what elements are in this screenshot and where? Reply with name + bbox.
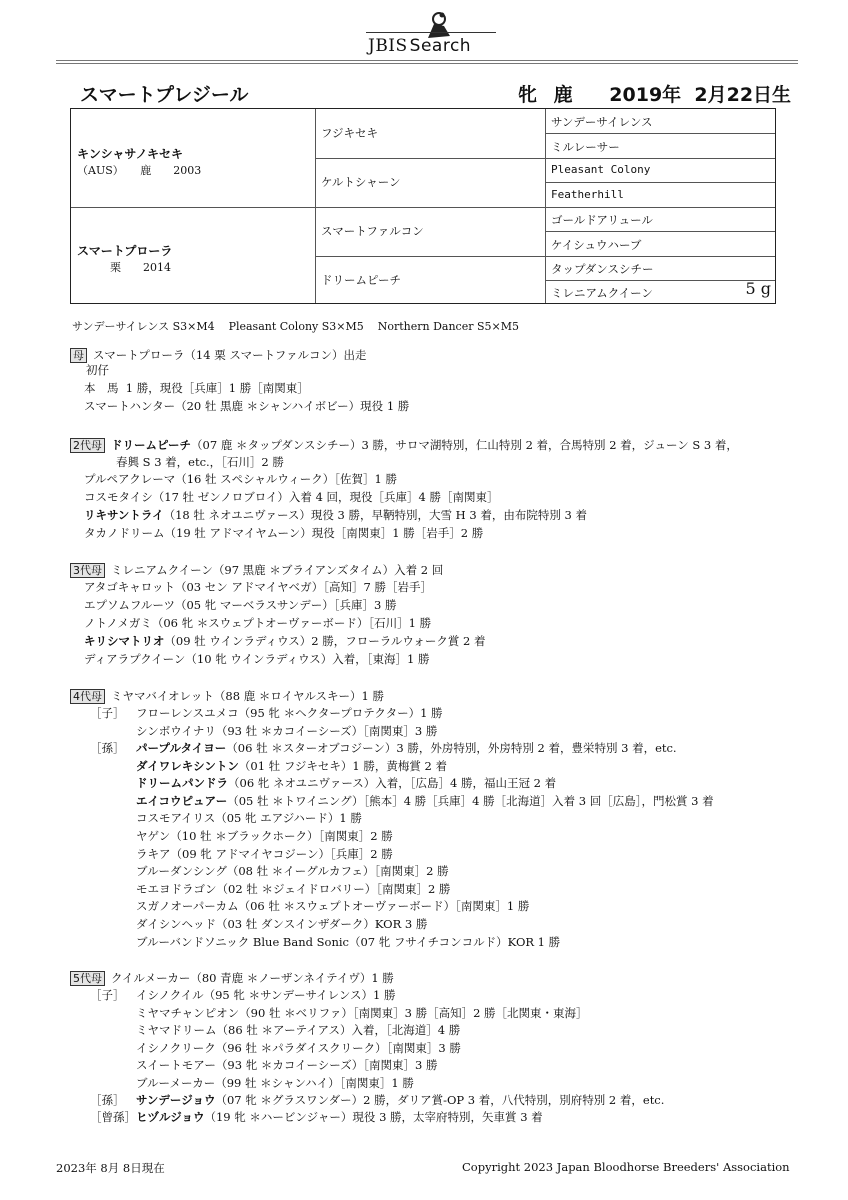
g5-children-label: ［子］ — [90, 988, 125, 1002]
g5-great-label: ［曾孫］ — [90, 1110, 136, 1124]
g3-tag: 3代母 — [70, 563, 105, 578]
header-rule — [56, 60, 798, 61]
sdam-dam: Featherhill — [551, 188, 624, 201]
family-entry — [136, 881, 450, 897]
entry-text: （05 牡 ＊トワイニング）［熊本］4 勝［兵庫］4 勝［北海道］入着 3 回［広島］，門松賞 3 着 — [227, 793, 714, 808]
entry-name: エイコウピュアー — [136, 793, 228, 808]
family-entry — [136, 775, 556, 791]
entry-text: （07 牝 ＊グラスワンダー）2 勝，ダリア賞-OP 3 着，八代特別，別府特別 2 着，etc. — [215, 1093, 665, 1107]
family-entry — [136, 828, 393, 844]
family-entry — [84, 489, 499, 505]
family-entry — [136, 810, 362, 826]
family-entry — [84, 633, 486, 649]
entry-text: モエヨドラゴン（02 牡 ＊ジェイドロバリー）［南関東］2 勝 — [136, 881, 451, 896]
weight-label: 5 g — [745, 279, 771, 298]
g5-great-entry — [136, 1109, 543, 1125]
family-entry — [136, 793, 714, 809]
horse-birth: 2019年 2月22日生 — [609, 84, 792, 106]
entry-name: キリシマトリオ — [84, 634, 165, 648]
family-entry — [84, 597, 396, 613]
entry-text: イシノクイル（95 牝 ＊サンデーサイレンス）1 勝 — [136, 988, 396, 1002]
entry-name: ダイワレキシントン — [136, 758, 239, 773]
entry-text: （09 牡 ウインラディウス）2 勝，フローラルウォーク賞 2 着 — [164, 634, 486, 648]
entry-text: コスモアイリス（05 牝 エアジハード）1 勝 — [136, 811, 362, 826]
g2-head-name: ドリームピーチ — [111, 438, 192, 452]
horse-sex: 牝 — [518, 84, 538, 106]
g5-section-head — [70, 970, 394, 986]
dam-info: 栗 2014 — [77, 261, 171, 274]
g2-head-text: （07 鹿 ＊タップダンスシチー）3 勝，サロマ湖特別，仁山特別 2 着，合馬特別 2 着，ジューン S 3 着， — [191, 438, 738, 452]
g5-tag: 5代母 — [70, 971, 105, 986]
family-entry — [136, 987, 396, 1003]
entry-text: プルペアクレーマ（16 牡 スペシャルウィーク）［佐賀］1 勝 — [84, 472, 397, 486]
dam-section-head — [70, 347, 367, 363]
dam-name: スマートプローラ — [77, 244, 173, 258]
entry-text: アタゴキャロット（03 セン アドマイヤベガ）［高知］7 勝［岩手］ — [84, 580, 433, 594]
family-entry — [136, 758, 447, 774]
footer-date: 2023年 8月 8日現在 — [56, 1161, 165, 1175]
entry-text: イシノクリーク（96 牡 ＊パラダイスクリーク）［南関東］3 勝 — [136, 1040, 461, 1055]
family-entry — [84, 507, 587, 523]
entry-name: サンデージョウ — [136, 1093, 216, 1107]
entry-text: （01 牡 フジキセキ）1 勝，黄梅賞 2 着 — [238, 758, 447, 773]
entry-text: スイートモアー（93 牝 ＊カコイーシーズ）［南関東］3 勝 — [136, 1058, 438, 1072]
g4-head-text: ミヤマバイオレット（88 鹿 ＊ロイヤルスキー）1 勝 — [111, 689, 385, 703]
entry-text: ダイシンヘッド（03 牡 ダンスインザダーク）KOR 3 勝 — [136, 917, 428, 931]
ssire-dam: ミルレーサー — [551, 140, 620, 154]
entry-text: （18 牡 ネオユニヴァース）現役 3 勝，早鞆特別，大雪 H 3 着，由布院特別 3 着 — [163, 508, 587, 522]
g2-section-head — [70, 437, 738, 453]
g3-head-text: ミレニアムクイーン（97 黒鹿 ＊ブライアンズタイム）入着 2 回 — [111, 563, 444, 577]
g2-tag: 2代母 — [70, 438, 105, 453]
entry-text: ミヤマドリーム（86 牡 ＊アーテイアス）入着，［北海道］4 勝 — [136, 1023, 461, 1037]
dsire-sire: ゴールドアリュール — [551, 213, 653, 227]
family-entry — [136, 863, 449, 879]
ddam-sire: タップダンスシチー — [551, 262, 654, 276]
family-entry — [84, 651, 429, 667]
entry-name: リキサントライ — [84, 508, 164, 522]
family-entry — [136, 846, 393, 862]
entry-text: タカノドリーム（19 牡 アドマイヤムーン）現役［南関東］1 勝［岩手］2 勝 — [84, 526, 484, 540]
entry-text: フローレンスユメコ（95 牝 ＊ヘクタープロテクター）1 勝 — [136, 706, 443, 720]
g4-section-head — [70, 688, 384, 704]
family-entry — [136, 916, 427, 932]
entry-text: ブルーダンシング（08 牡 ＊イーグルカフェ）［南関東］2 勝 — [136, 864, 449, 879]
family-entry — [84, 525, 483, 541]
family-entry — [136, 898, 529, 914]
header-rule-2 — [56, 63, 798, 64]
horse-name: スマートプレジール — [80, 84, 249, 106]
footer-copyright: Copyright 2023 Japan Bloodhorse Breeders' Association — [462, 1160, 790, 1174]
entry-name: パープルタイヨー — [136, 741, 227, 755]
g5-grand-entry — [136, 1092, 664, 1108]
entry-text: シンボウイナリ（93 牡 ＊カコイーシーズ）［南関東］3 勝 — [136, 723, 438, 738]
logo-jbis: JBIS — [368, 36, 408, 56]
dsire-dam: ケイシュウハーブ — [551, 238, 642, 252]
entry-text: （06 牝 ネオユニヴァース）入着，［広島］4 勝，福山王冠 2 着 — [228, 776, 557, 791]
dam-tag: 母 — [70, 348, 87, 363]
entry-text: （06 牡 ＊スターオブコジーン）3 勝，外房特別，外房特別 2 着，豊栄特別 3 着，etc. — [226, 741, 677, 755]
ddam-dam: ミレニアムクイーン — [551, 286, 653, 300]
entry-text: スガノオーパーカム（06 牡 ＊スウェプトオーヴァーボード）［南関東］1 勝 — [136, 899, 530, 914]
family-entry — [84, 579, 432, 595]
sire-cell — [77, 145, 201, 178]
entry-text: エプソムフルーツ（05 牝 マーベラスサンデー）［兵庫］3 勝 — [84, 598, 397, 612]
entry-name: ヒヅルジョウ — [136, 1110, 205, 1124]
horse-meta — [518, 80, 801, 107]
sire-dam: ケルトシャーン — [321, 175, 401, 189]
entry-text: ブルーバンドソニック Blue Band Sonic（07 牝 フサイチコンコルド）KOR 1 勝 — [136, 934, 561, 949]
entry-text: ディアラプクイーン（10 牝 ウインラディウス）入着，［東海］1 勝 — [84, 652, 430, 666]
horse-color: 鹿 — [553, 84, 573, 106]
sire-sire: フジキセキ — [321, 126, 379, 140]
family-entry — [136, 1022, 460, 1038]
g3-section-head — [70, 562, 443, 578]
g4-children-label: ［子］ — [90, 706, 125, 720]
family-entry — [136, 723, 437, 739]
entry-text: ラキア（09 牝 アドマイヤコジーン）［兵庫］2 勝 — [136, 846, 393, 861]
family-entry — [136, 1005, 588, 1021]
g4-grand-label: ［孫］ — [90, 741, 125, 755]
dam-sire: スマートファルコン — [321, 224, 424, 238]
g5-head-text: クイルメーカー（80 青鹿 ＊ノーザンネイテイヴ）1 勝 — [111, 971, 394, 985]
ssire-sire: サンデーサイレンス — [551, 115, 653, 129]
entry-text: コスモタイシ（17 牡 ゼンノロブロイ）入着 4 回，現役［兵庫］4 勝［南関東］ — [84, 490, 499, 504]
sire-name: キンシャサノキセキ — [77, 147, 184, 161]
g4-tag: 4代母 — [70, 689, 105, 704]
entry-name: ドリームパンドラ — [136, 776, 228, 791]
family-entry — [136, 1075, 414, 1091]
family-entry — [136, 740, 677, 756]
family-entry — [84, 615, 431, 631]
entry-text: ミヤマチャンピオン（90 牡 ＊ベリファ）［南関東］3 勝［高知］2 勝［北関東・東海］ — [136, 1005, 588, 1020]
pedigree-table — [70, 108, 776, 304]
dam-cell — [77, 242, 172, 275]
dam-line: 本 馬 1 勝，現役［兵庫］1 勝［南関東］ — [84, 381, 309, 395]
dam-head-text: スマートプローラ（14 栗 スマートファルコン）出走 — [93, 348, 367, 362]
jbis-logo — [366, 10, 506, 58]
sire-info: （AUS） 鹿 2003 — [77, 164, 202, 177]
family-entry — [136, 1040, 461, 1056]
family-entry — [136, 705, 443, 721]
family-entry — [84, 471, 397, 487]
family-entry — [136, 1057, 437, 1073]
entry-text: ヤゲン（10 牡 ＊ブラックホーク）［南関東］2 勝 — [136, 829, 393, 843]
sdam-sire: Pleasant Colony — [551, 163, 651, 176]
inbreeding-line: サンデーサイレンス S3×M4 Pleasant Colony S3×M5 Northern Dancer S5×M5 — [72, 320, 519, 333]
dam-line: 初仔 — [86, 363, 109, 377]
g5-grand-label: ［孫］ — [90, 1093, 125, 1107]
family-entry — [136, 934, 560, 950]
g2-head-cont: 春興 S 3 着，etc.，［石川］2 勝 — [116, 455, 284, 469]
dam-line: スマートハンター（20 牡 黒鹿 ＊シャンハイボビー）現役 1 勝 — [84, 399, 410, 413]
dam-dam: ドリームピーチ — [321, 273, 402, 287]
logo-search: Search — [409, 36, 472, 56]
entry-text: （19 牝 ＊ハービンジャー）現役 3 勝，太宰府特別，矢車賞 3 着 — [204, 1110, 543, 1124]
entry-text: ノトノメガミ（06 牝 ＊スウェプトオーヴァーボード）［石川］1 勝 — [84, 616, 432, 630]
entry-text: ブルーメーカー（99 牡 ＊シャンハイ）［南関東］1 勝 — [136, 1075, 414, 1090]
